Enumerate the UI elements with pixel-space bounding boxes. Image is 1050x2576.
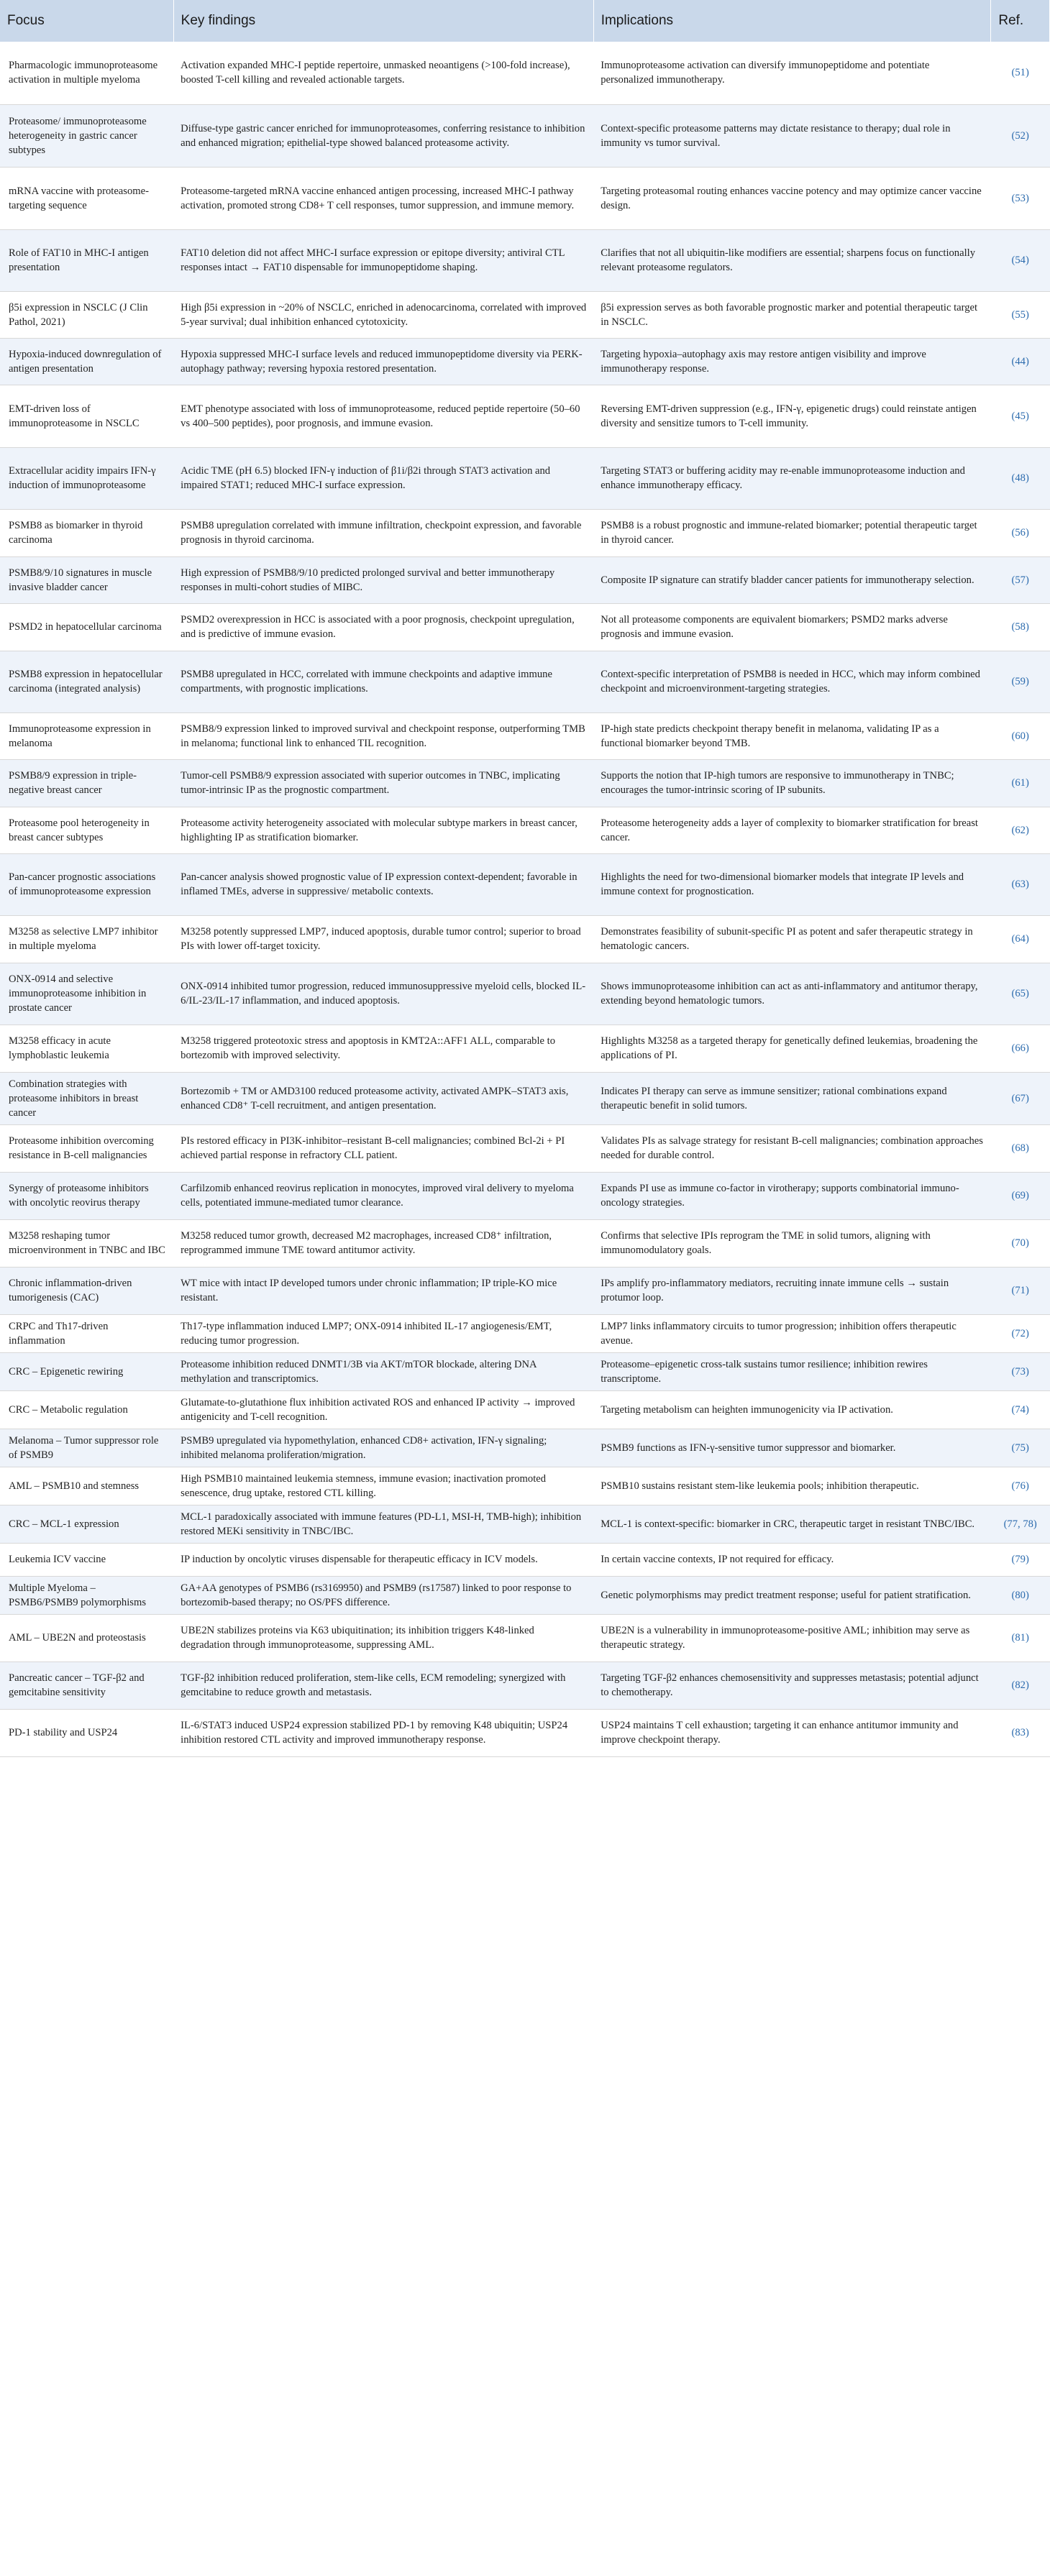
cell-implications: In certain vaccine contexts, IP not required for efficacy. (593, 1543, 991, 1576)
cell-focus: Synergy of proteasome inhibitors with oncolytic reovirus therapy (0, 1172, 173, 1219)
cell-key-findings: PSMB9 upregulated via hypomethylation, enhanced CD8+ activation, IFN-γ signaling; inhibited melanoma proliferation/migration. (173, 1429, 593, 1467)
cell-implications: Targeting proteasomal routing enhances vaccine potency and may optimize cancer vaccine design. (593, 167, 991, 229)
cell-ref[interactable]: (51) (991, 42, 1050, 104)
header-key-findings: Key findings (173, 0, 593, 42)
cell-key-findings: Pan-cancer analysis showed prognostic value of IP expression context-dependent; favorable in inflamed TMEs, adverse in suppressive/ metabolic contexts. (173, 853, 593, 915)
cell-focus: CRC – MCL-1 expression (0, 1505, 173, 1543)
cell-focus: AML – UBE2N and proteostasis (0, 1614, 173, 1661)
cell-key-findings: ONX-0914 inhibited tumor progression, reduced immunosuppressive myeloid cells, blocked IL-6/IL-23/IL-17 inflammation, and induced apoptosis. (173, 963, 593, 1025)
table-body (0, 42, 1050, 1756)
cell-key-findings: Diffuse-type gastric cancer enriched for immunoproteasomes, conferring resistance to inhibition and enhanced migration; epithelial-type showed balanced proteasome activity. (173, 104, 593, 167)
cell-implications: Expands PI use as immune co-factor in virotherapy; supports combinatorial immuno-oncology strategies. (593, 1172, 991, 1219)
cell-implications: PSMB9 functions as IFN-γ-sensitive tumor suppressor and biomarker. (593, 1429, 991, 1467)
table-row (0, 1614, 1050, 1661)
cell-implications: Validates PIs as salvage strategy for resistant B-cell malignancies; combination approaches needed for durable control. (593, 1124, 991, 1172)
cell-implications: Clarifies that not all ubiquitin-like modifiers are essential; sharpens focus on functionally relevant proteasome regulators. (593, 229, 991, 291)
cell-key-findings: Carfilzomib enhanced reovirus replication in monocytes, improved viral delivery to myeloma cells, potentiated immune-mediated tumor clearance. (173, 1172, 593, 1219)
cell-focus: CRPC and Th17-driven inflammation (0, 1314, 173, 1352)
cell-key-findings: TGF-β2 inhibition reduced proliferation, stem-like cells, ECM remodeling; synergized with gemcitabine to reduce growth and metastasis. (173, 1661, 593, 1709)
cell-ref[interactable]: (82) (991, 1661, 1050, 1709)
cell-ref[interactable]: (48) (991, 447, 1050, 509)
table-row (0, 963, 1050, 1025)
cell-implications: Genetic polymorphisms may predict treatment response; useful for patient stratification. (593, 1576, 991, 1614)
cell-focus: mRNA vaccine with proteasome-targeting sequence (0, 167, 173, 229)
cell-implications: Immunoproteasome activation can diversify immunopeptidome and potentiate personalized immunotherapy. (593, 42, 991, 104)
cell-key-findings: IP induction by oncolytic viruses dispensable for therapeutic efficacy in ICV models. (173, 1543, 593, 1576)
cell-ref[interactable]: (72) (991, 1314, 1050, 1352)
table-row (0, 1576, 1050, 1614)
cell-implications: Supports the notion that IP-high tumors are responsive to immunotherapy in TNBC; encourages the tumor-intrinsic scoring of IP subunits. (593, 759, 991, 807)
cell-key-findings: M3258 potently suppressed LMP7, induced apoptosis, durable tumor control; superior to broad PIs with lower off-target toxicity. (173, 915, 593, 963)
cell-focus: Proteasome/ immunoproteasome heterogeneity in gastric cancer subtypes (0, 104, 173, 167)
cell-focus: M3258 as selective LMP7 inhibitor in multiple myeloma (0, 915, 173, 963)
cell-implications: Context-specific interpretation of PSMB8 is needed in HCC, which may inform combined checkpoint and microenvironment-targeting strategies. (593, 651, 991, 712)
cell-key-findings: Proteasome-targeted mRNA vaccine enhanced antigen processing, increased MHC-I pathway activation, promoted strong CD8+ T cell responses, tumor suppression, and immune memory. (173, 167, 593, 229)
table-row (0, 1314, 1050, 1352)
cell-ref[interactable]: (73) (991, 1352, 1050, 1390)
table-row (0, 167, 1050, 229)
cell-implications: Not all proteasome components are equivalent biomarkers; PSMD2 marks adverse prognosis and immune evasion. (593, 603, 991, 651)
cell-implications: Context-specific proteasome patterns may dictate resistance to therapy; dual role in immunity vs tumor survival. (593, 104, 991, 167)
table-row (0, 447, 1050, 509)
cell-focus: Immunoproteasome expression in melanoma (0, 712, 173, 759)
cell-ref[interactable]: (83) (991, 1709, 1050, 1756)
cell-key-findings: UBE2N stabilizes proteins via K63 ubiquitination; its inhibition triggers K48-linked degradation through immunoproteasome, suppressing AML. (173, 1614, 593, 1661)
table-row (0, 853, 1050, 915)
cell-key-findings: Proteasome inhibition reduced DNMT1/3B via AKT/mTOR blockade, altering DNA methylation and transcriptomics. (173, 1352, 593, 1390)
cell-key-findings: WT mice with intact IP developed tumors under chronic inflammation; IP triple-KO mice resistant. (173, 1267, 593, 1314)
table-row (0, 1124, 1050, 1172)
cell-ref[interactable]: (52) (991, 104, 1050, 167)
cell-focus: PSMB8/9/10 signatures in muscle invasive bladder cancer (0, 556, 173, 603)
table-row (0, 509, 1050, 556)
table-row (0, 1505, 1050, 1543)
cell-key-findings: Activation expanded MHC-I peptide repertoire, unmasked neoantigens (>100-fold increase), boosted T-cell killing and revealed actionable targets. (173, 42, 593, 104)
cell-ref[interactable]: (63) (991, 853, 1050, 915)
table-row (0, 1467, 1050, 1505)
cell-focus: Melanoma – Tumor suppressor role of PSMB9 (0, 1429, 173, 1467)
cell-ref[interactable]: (61) (991, 759, 1050, 807)
table-row (0, 807, 1050, 853)
cell-ref[interactable]: (77, 78) (991, 1505, 1050, 1543)
table-row (0, 1429, 1050, 1467)
cell-focus: PD-1 stability and USP24 (0, 1709, 173, 1756)
cell-focus: Proteasome pool heterogeneity in breast cancer subtypes (0, 807, 173, 853)
cell-ref[interactable]: (60) (991, 712, 1050, 759)
cell-key-findings: PSMB8 upregulated in HCC, correlated with immune checkpoints and adaptive immune compartments, with prognostic implications. (173, 651, 593, 712)
cell-implications: Targeting hypoxia–autophagy axis may restore antigen visibility and improve immunotherapy response. (593, 338, 991, 385)
cell-key-findings: PSMB8/9 expression linked to improved survival and checkpoint response, outperforming TMB in melanoma; functional link to enhanced TIL recognition. (173, 712, 593, 759)
cell-key-findings: High expression of PSMB8/9/10 predicted prolonged survival and better immunotherapy responses in multi-cohort studies of MIBC. (173, 556, 593, 603)
cell-implications: Confirms that selective IPIs reprogram the TME in solid tumors, aligning with immunomodulatory goals. (593, 1219, 991, 1267)
cell-key-findings: GA+AA genotypes of PSMB6 (rs3169950) and PSMB9 (rs17587) linked to poor response to bortezomib-based therapy; no OS/PFS difference. (173, 1576, 593, 1614)
cell-ref[interactable]: (70) (991, 1219, 1050, 1267)
cell-focus: Pancreatic cancer – TGF-β2 and gemcitabine sensitivity (0, 1661, 173, 1709)
table-row (0, 651, 1050, 712)
cell-ref[interactable]: (44) (991, 338, 1050, 385)
cell-key-findings: PSMB8 upregulation correlated with immune infiltration, checkpoint expression, and favorable prognosis in thyroid carcinoma. (173, 509, 593, 556)
cell-key-findings: PIs restored efficacy in PI3K-inhibitor–resistant B-cell malignancies; combined Bcl-2i + PI achieved partial response in refractory CLL patient. (173, 1124, 593, 1172)
cell-key-findings: EMT phenotype associated with loss of immunoproteasome, reduced peptide repertoire (50–60 vs 400–500 peptides), poor prognosis, and immune evasion. (173, 385, 593, 447)
cell-implications: Composite IP signature can stratify bladder cancer patients for immunotherapy selection. (593, 556, 991, 603)
cell-focus: ONX-0914 and selective immunoproteasome inhibition in prostate cancer (0, 963, 173, 1025)
cell-focus: AML – PSMB10 and stemness (0, 1467, 173, 1505)
cell-implications: PSMB8 is a robust prognostic and immune-related biomarker; potential therapeutic target in thyroid cancer. (593, 509, 991, 556)
cell-focus: M3258 reshaping tumor microenvironment in TNBC and IBC (0, 1219, 173, 1267)
cell-focus: Leukemia ICV vaccine (0, 1543, 173, 1576)
cell-implications: Indicates PI therapy can serve as immune sensitizer; rational combinations expand therapeutic benefit in solid tumors. (593, 1072, 991, 1124)
cell-implications: Reversing EMT-driven suppression (e.g., IFN-γ, epigenetic drugs) could reinstate antigen diversity and sensitize tumors to T-cell immunity. (593, 385, 991, 447)
cell-ref[interactable]: (81) (991, 1614, 1050, 1661)
table-header-row (0, 0, 1050, 42)
cell-ref[interactable]: (65) (991, 963, 1050, 1025)
cell-key-findings: Glutamate-to-glutathione flux inhibition activated ROS and enhanced IP activity → improved antigenicity and T-cell recognition. (173, 1390, 593, 1429)
cell-key-findings: M3258 triggered proteotoxic stress and apoptosis in KMT2A::AFF1 ALL, comparable to bortezomib with improved selectivity. (173, 1025, 593, 1072)
table-row (0, 1352, 1050, 1390)
table-row (0, 338, 1050, 385)
cell-key-findings: IL-6/STAT3 induced USP24 expression stabilized PD-1 by removing K48 ubiquitin; USP24 inhibition restored CTL activity and improved immunotherapy response. (173, 1709, 593, 1756)
cell-implications: UBE2N is a vulnerability in immunoproteasome-positive AML; inhibition may serve as therapeutic strategy. (593, 1614, 991, 1661)
cell-focus: Hypoxia-induced downregulation of antigen presentation (0, 338, 173, 385)
table-row (0, 1661, 1050, 1709)
cell-ref[interactable]: (80) (991, 1576, 1050, 1614)
cell-focus: EMT-driven loss of immunoproteasome in NSCLC (0, 385, 173, 447)
table-row (0, 1219, 1050, 1267)
cell-ref[interactable]: (56) (991, 509, 1050, 556)
cell-key-findings: Acidic TME (pH 6.5) blocked IFN-γ induction of β1i/β2i through STAT3 activation and impaired STAT1; reduced MHC-I surface expression. (173, 447, 593, 509)
cell-focus: CRC – Epigenetic rewiring (0, 1352, 173, 1390)
cell-implications: IP-high state predicts checkpoint therapy benefit in melanoma, validating IP as a functional biomarker beyond TMB. (593, 712, 991, 759)
cell-focus: Chronic inflammation-driven tumorigenesis (CAC) (0, 1267, 173, 1314)
cell-focus: PSMB8 as biomarker in thyroid carcinoma (0, 509, 173, 556)
cell-ref[interactable]: (64) (991, 915, 1050, 963)
cell-ref[interactable]: (76) (991, 1467, 1050, 1505)
table-row (0, 603, 1050, 651)
cell-ref[interactable]: (53) (991, 167, 1050, 229)
cell-focus: Pan-cancer prognostic associations of immunoproteasome expression (0, 853, 173, 915)
header-implications: Implications (593, 0, 991, 42)
cell-ref[interactable]: (55) (991, 291, 1050, 338)
cell-ref[interactable]: (45) (991, 385, 1050, 447)
cell-focus: M3258 efficacy in acute lymphoblastic leukemia (0, 1025, 173, 1072)
cell-implications: PSMB10 sustains resistant stem-like leukemia pools; inhibition therapeutic. (593, 1467, 991, 1505)
cell-key-findings: FAT10 deletion did not affect MHC-I surface expression or epitope diversity; antiviral CTL responses intact → FAT10 dispensable for immunopeptidome shaping. (173, 229, 593, 291)
cell-implications: Shows immunoproteasome inhibition can act as anti-inflammatory and antitumor therapy, extending beyond hematologic tumors. (593, 963, 991, 1025)
cell-ref[interactable]: (71) (991, 1267, 1050, 1314)
table-row (0, 1709, 1050, 1756)
cell-ref[interactable]: (57) (991, 556, 1050, 603)
cell-implications: Proteasome–epigenetic cross-talk sustains tumor resilience; inhibition rewires transcriptome. (593, 1352, 991, 1390)
table-row (0, 712, 1050, 759)
cell-implications: USP24 maintains T cell exhaustion; targeting it can enhance antitumor immunity and improve checkpoint therapy. (593, 1709, 991, 1756)
cell-key-findings: M3258 reduced tumor growth, decreased M2 macrophages, increased CD8⁺ infiltration, reprogrammed immune TME toward antitumor activity. (173, 1219, 593, 1267)
cell-key-findings: PSMD2 overexpression in HCC is associated with a poor prognosis, checkpoint upregulation, and is predictive of immune evasion. (173, 603, 593, 651)
cell-ref[interactable]: (59) (991, 651, 1050, 712)
cell-ref[interactable]: (75) (991, 1429, 1050, 1467)
cell-ref[interactable]: (69) (991, 1172, 1050, 1219)
cell-ref[interactable]: (67) (991, 1072, 1050, 1124)
table-row (0, 1543, 1050, 1576)
cell-implications: LMP7 links inflammatory circuits to tumor progression; inhibition offers therapeutic avenue. (593, 1314, 991, 1352)
cell-ref[interactable]: (79) (991, 1543, 1050, 1576)
cell-key-findings: Th17-type inflammation induced LMP7; ONX-0914 inhibited IL-17 angiogenesis/EMT, reducing tumor progression. (173, 1314, 593, 1352)
cell-implications: MCL-1 is context-specific: biomarker in CRC, therapeutic target in resistant TNBC/IBC. (593, 1505, 991, 1543)
table-row (0, 1025, 1050, 1072)
cell-implications: Targeting STAT3 or buffering acidity may re-enable immunoproteasome induction and enhance immunotherapy efficacy. (593, 447, 991, 509)
cell-implications: Targeting TGF-β2 enhances chemosensitivity and suppresses metastasis; potential adjunct to chemotherapy. (593, 1661, 991, 1709)
cell-implications: IPs amplify pro-inflammatory mediators, recruiting innate immune cells → sustain protumor loop. (593, 1267, 991, 1314)
cell-key-findings: Hypoxia suppressed MHC-I surface levels and reduced immunopeptidome diversity via PERK-autophagy pathway; reversing hypoxia restored presentation. (173, 338, 593, 385)
cell-focus: Role of FAT10 in MHC-I antigen presentation (0, 229, 173, 291)
cell-key-findings: MCL-1 paradoxically associated with immune features (PD-L1, MSI-H, TMB-high); inhibition restored MEKi sensitivity in TNBC/IBC. (173, 1505, 593, 1543)
cell-focus: β5i expression in NSCLC (J Clin Pathol, 2021) (0, 291, 173, 338)
table-row (0, 42, 1050, 104)
cell-ref[interactable]: (62) (991, 807, 1050, 853)
cell-implications: Proteasome heterogeneity adds a layer of complexity to biomarker stratification for breast cancer. (593, 807, 991, 853)
cell-focus: Pharmacologic immunoproteasome activation in multiple myeloma (0, 42, 173, 104)
cell-ref[interactable]: (58) (991, 603, 1050, 651)
table-row (0, 556, 1050, 603)
cell-key-findings: Tumor-cell PSMB8/9 expression associated with superior outcomes in TNBC, implicating tumor-intrinsic IP as the prognostic compartment. (173, 759, 593, 807)
cell-ref[interactable]: (66) (991, 1025, 1050, 1072)
cell-implications: β5i expression serves as both favorable prognostic marker and potential therapeutic target in NSCLC. (593, 291, 991, 338)
cell-focus: PSMB8 expression in hepatocellular carcinoma (integrated analysis) (0, 651, 173, 712)
header-focus: Focus (0, 0, 173, 42)
cell-focus: PSMB8/9 expression in triple-negative breast cancer (0, 759, 173, 807)
table-row (0, 104, 1050, 167)
table-row (0, 1390, 1050, 1429)
cell-ref[interactable]: (74) (991, 1390, 1050, 1429)
cell-implications: Targeting metabolism can heighten immunogenicity via IP activation. (593, 1390, 991, 1429)
table-row (0, 1267, 1050, 1314)
table-row (0, 915, 1050, 963)
cell-key-findings: High β5i expression in ~20% of NSCLC, enriched in adenocarcinoma, correlated with improved 5-year survival; dual inhibition enhanced cytotoxicity. (173, 291, 593, 338)
cell-ref[interactable]: (68) (991, 1124, 1050, 1172)
cell-implications: Highlights M3258 as a targeted therapy for genetically defined leukemias, broadening the applications of PI. (593, 1025, 991, 1072)
cell-focus: CRC – Metabolic regulation (0, 1390, 173, 1429)
table-row (0, 1172, 1050, 1219)
table-row (0, 759, 1050, 807)
header-ref: Ref. (991, 0, 1050, 42)
table-row (0, 385, 1050, 447)
cell-focus: Multiple Myeloma – PSMB6/PSMB9 polymorphisms (0, 1576, 173, 1614)
cell-implications: Highlights the need for two-dimensional biomarker models that integrate IP levels and immune context for prognostication. (593, 853, 991, 915)
cell-key-findings: High PSMB10 maintained leukemia stemness, immune evasion; inactivation promoted senescence, drug uptake, restored CTL killing. (173, 1467, 593, 1505)
cell-implications: Demonstrates feasibility of subunit-specific PI as potent and safer therapeutic strategy in hematologic cancers. (593, 915, 991, 963)
cell-focus: Proteasome inhibition overcoming resistance in B-cell malignancies (0, 1124, 173, 1172)
table-row (0, 229, 1050, 291)
cell-focus: Combination strategies with proteasome inhibitors in breast cancer (0, 1072, 173, 1124)
cell-focus: Extracellular acidity impairs IFN-γ induction of immunoproteasome (0, 447, 173, 509)
cell-focus: PSMD2 in hepatocellular carcinoma (0, 603, 173, 651)
table-row (0, 291, 1050, 338)
cell-ref[interactable]: (54) (991, 229, 1050, 291)
cell-key-findings: Bortezomib + TM or AMD3100 reduced proteasome activity, activated AMPK–STAT3 axis, enhanced CD8⁺ T-cell recruitment, and antigen presentation. (173, 1072, 593, 1124)
cell-key-findings: Proteasome activity heterogeneity associated with molecular subtype markers in breast cancer, highlighting IP as stratification biomarker. (173, 807, 593, 853)
table-row (0, 1072, 1050, 1124)
